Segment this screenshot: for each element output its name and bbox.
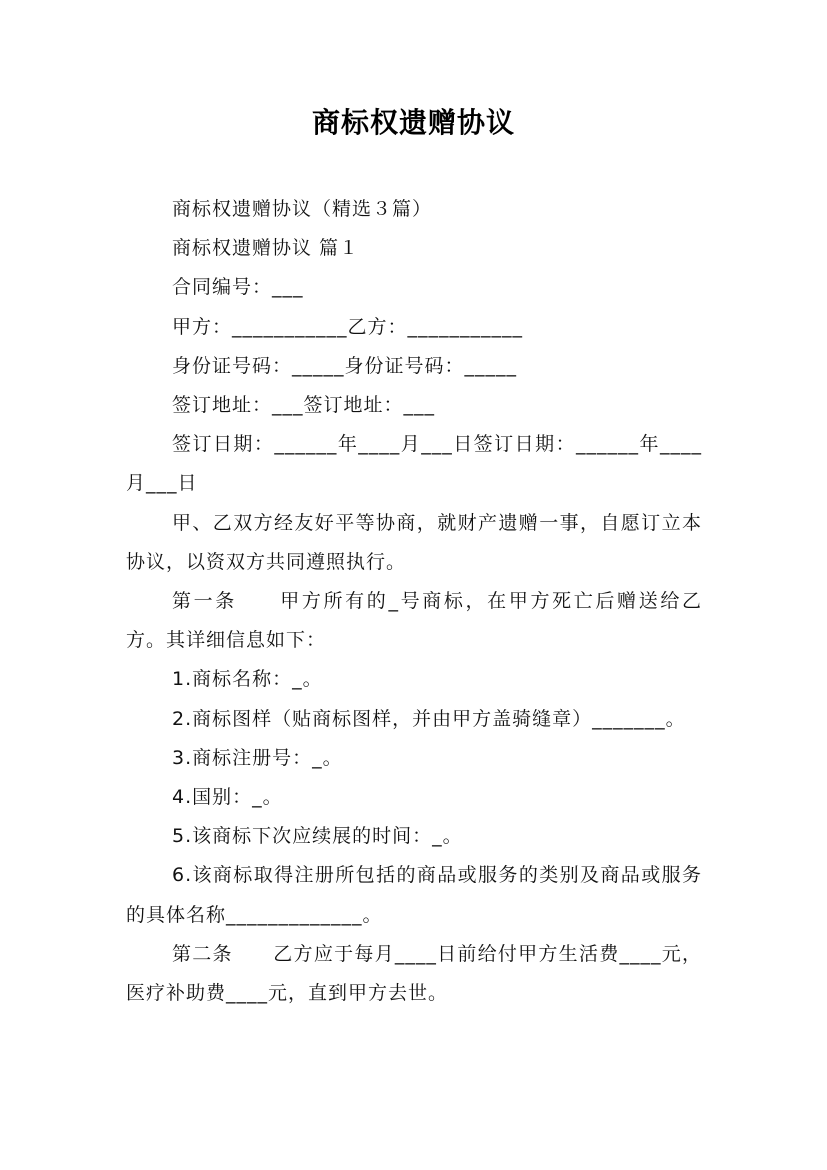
paragraph-parties: 甲方：___________乙方：___________ [172, 315, 524, 338]
paragraph-item-5: 5.该商标下次应续展的时间：_。 [172, 825, 463, 848]
document-body [126, 190, 702, 1013]
paragraph-signing-date: 签订日期：______年____月___日签订日期：______年____月___日 [126, 433, 702, 495]
paragraph-item-3: 3.商标注册号：_。 [172, 746, 343, 769]
paragraph-collection-heading: 商标权遗赠协议（精选３篇） [172, 198, 433, 220]
paragraph-part-heading: 商标权遗赠协议 篇１ [172, 237, 360, 260]
paragraph-item-1: 1.商标名称：_。 [172, 668, 323, 691]
paragraph-contract-number: 合同编号：___ [172, 276, 304, 299]
paragraph-item-4: 4.国别：_。 [172, 786, 283, 809]
paragraph-signing-address: 签订地址：___签订地址：___ [172, 394, 436, 417]
document-title: 商标权遗赠协议 [311, 106, 515, 139]
paragraph-item-6: 6.该商标取得注册所包括的商品或服务的类别及商品或服务的具体名称_____________。 [126, 864, 702, 926]
paragraph-article-2: 第二条 乙方应于每月____日前给付甲方生活费____元，医疗补助费____元，直到甲方去世。 [126, 942, 702, 1005]
paragraph-article-1: 第一条 甲方所有的_号商标，在甲方死亡后赠送给乙方。其详细信息如下： [126, 590, 702, 652]
paragraph-id-numbers: 身份证号码：_____身份证号码：_____ [172, 354, 518, 377]
paragraph-item-2: 2.商标图样（贴商标图样，并由甲方盖骑缝章）_______。 [172, 707, 686, 730]
paragraph-preamble: 甲、乙双方经友好平等协商，就财产遗赠一事，自愿订立本协议，以资双方共同遵照执行。 [126, 511, 702, 573]
